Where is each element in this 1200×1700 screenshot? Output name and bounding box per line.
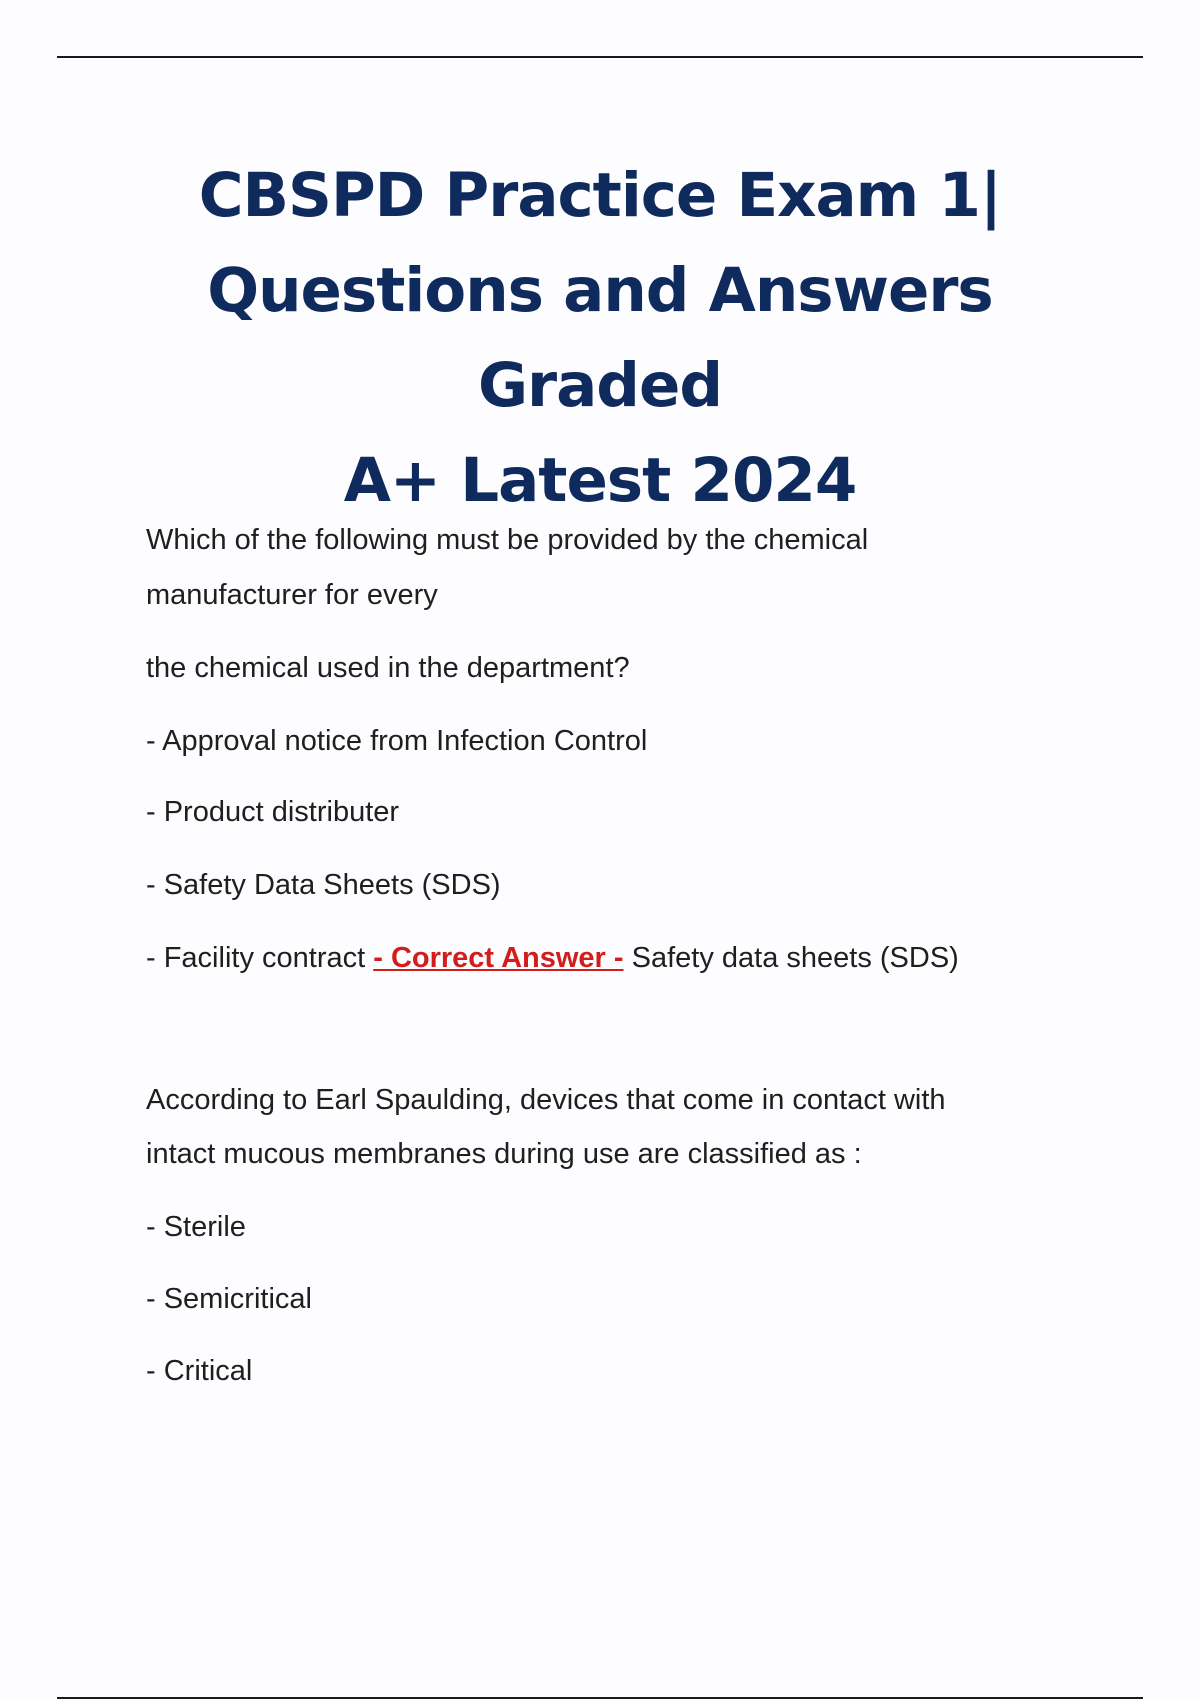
question-2-option-2: - Semicritical bbox=[146, 1283, 312, 1315]
title-line-2: Questions and Answers Graded bbox=[207, 255, 993, 421]
question-1-option-2: - Product distributer bbox=[146, 796, 400, 828]
question-2-option-1: - Sterile bbox=[146, 1211, 246, 1243]
header-rule bbox=[57, 56, 1143, 58]
question-1-option-4-row bbox=[146, 940, 959, 976]
question-2-stem-line-1: According to Earl Spaulding, devices that come in contact with bbox=[146, 1084, 946, 1116]
question-1-option-3: - Safety Data Sheets (SDS) bbox=[146, 869, 501, 901]
correct-answer-text: Safety data sheets (SDS) bbox=[631, 942, 959, 974]
question-1-stem-line-1: Which of the following must be provided by the chemical bbox=[146, 524, 869, 556]
question-1-stem-line-3: the chemical used in the department? bbox=[146, 652, 630, 684]
footer-rule bbox=[57, 1697, 1143, 1699]
question-1-option-4: - Facility contract bbox=[146, 942, 366, 974]
document-title bbox=[100, 148, 1100, 528]
correct-answer-label: - Correct Answer - bbox=[373, 942, 624, 974]
title-line-1: CBSPD Practice Exam 1| bbox=[198, 160, 1002, 231]
title-line-3: A+ Latest 2024 bbox=[343, 445, 857, 516]
question-1-option-1: - Approval notice from Infection Control bbox=[146, 725, 648, 757]
question-2-option-3: - Critical bbox=[146, 1355, 253, 1387]
question-1-stem-line-2: manufacturer for every bbox=[146, 579, 438, 611]
question-2-stem-line-2: intact mucous membranes during use are classified as : bbox=[146, 1138, 862, 1170]
